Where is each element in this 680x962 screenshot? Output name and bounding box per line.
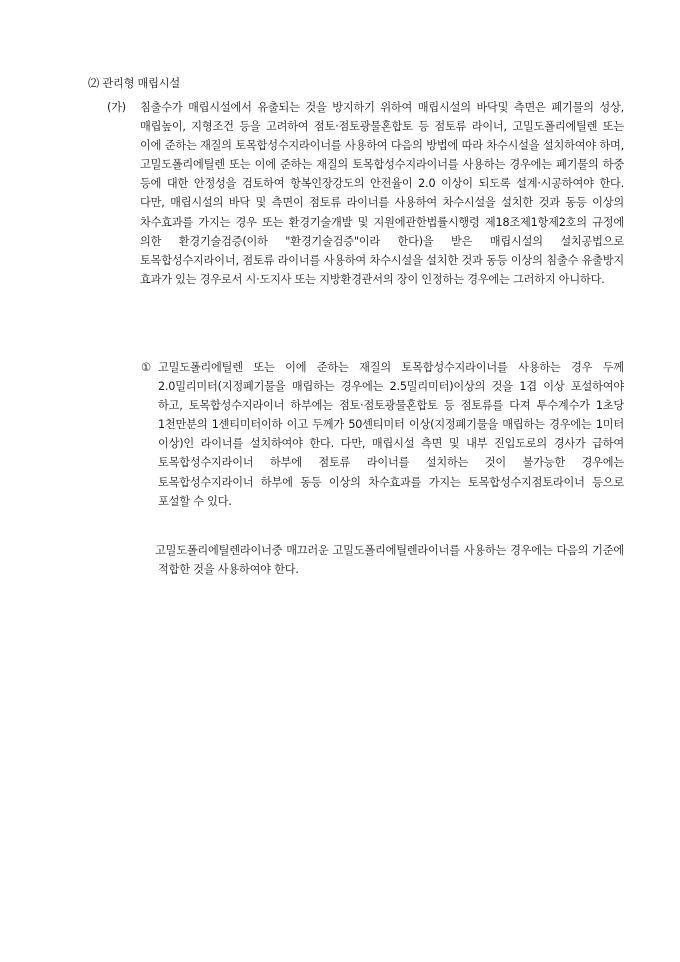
section-heading [88, 74, 648, 93]
clause-body: 고밀도폴리에틸렌 또는 이에 준하는 재질의 토목합성수지라이너를 사용하는 경우 두께 2.0밀리미터(지정폐기물을 매립하는 경우에는 2.5밀리미터)이상의 것을 1겹 이상 포설하여야 하고, 토목합성수지라이너 하부에는 점토·점토광물혼합토 등 점토류를 다져 투수계수가 1초당 1천만분의 1센티미터이하 이고 두께가 50센티미터 이상(지정폐기물을 매립하는 경우에는 1미터 이상)인 라이너를 설치하여야 한다. 다만, 매립시설 측면 및 내부 진입도로의 경사가 급하여 토목합성수지라이너 하부에 점토류 라이너를 설치하는 것이 불가능한 경우에는 토목합성수지라이너 하부에 동등 이상의 차수효과를 가지는 토목합성수지점토라이너 등으로 포설할 수 있다. [158, 361, 624, 508]
section-title: 관리형 매립시설 [102, 77, 180, 90]
liner-note: 고밀도폴리에틸렌라이너중 매끄러운 고밀도폴리에틸렌라이너를 사용하는 경우에는 다음의 기준에 적합한 것을 사용하여야 한다. [155, 544, 624, 577]
subsection-ga [107, 98, 624, 289]
subsection-body: 침출수가 매립시설에서 유출되는 것을 방지하기 위하여 매립시설의 바닥및 측면은 폐기물의 성상, 매립높이, 지형조건 등을 고려하여 점토·점토광물혼합토 등 점토류 라이너, 고밀도폴리에틸렌 또는 이에 준하는 재질의 토목합성수지라이너를 사용하여 다음의 방법에 따라 차수시설을 설치하여야 하며, 고밀도폴리에틸렌 또는 이에 준하는 재질의 토목합성수지라이너를 사용하는 경우에는 폐기물의 하중 등에 대한 안정성을 검토하여 항복인장강도의 안전율이 2.0 이상이 되도록 설계·시공하여야 한다. 다만, 매립시설의 바닥 및 측면이 점토류 라이너를 사용하여 차수시설을 설치한 것과 동등 이상의 차수효과를 가지는 경우 또는 환경기술개발 및 지원에관한법률시행령 제18조제1항제2호의 규정에 의한 환경기술검증(이하 "환경기술검증"이라 한다)을 받은 매립시설의 설치공법으로 토목합성수지라이너, 점토류 라이너를 사용하여 차수시설을 설치한 것과 동등 이상의 침출수 유출방지 효과가 있는 경우로서 시·도지사 또는 지방환경관서의 장이 인정하는 경우에는 그러하지 아니하다. [140, 101, 624, 286]
clause-marker: ① [141, 361, 151, 374]
subsection-marker: (가) [107, 101, 126, 114]
clause-1 [141, 358, 624, 511]
section-number: ⑵ [88, 77, 99, 90]
